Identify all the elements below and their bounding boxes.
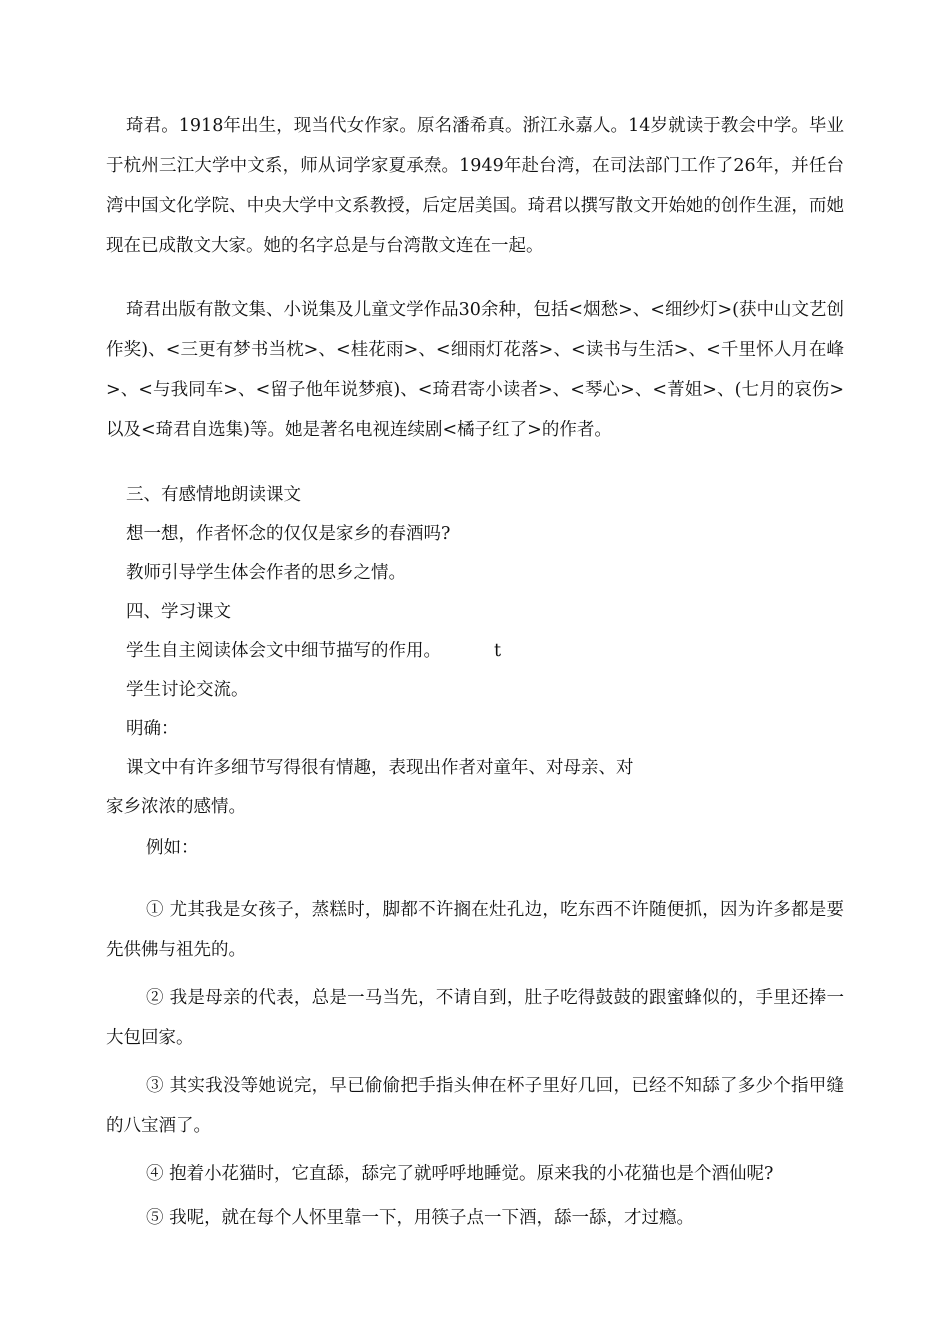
self-read-line: 学生自主阅读体会文中细节描写的作用。 [126, 641, 441, 661]
detail-description-line-1: 课文中有许多细节写得很有情趣，表现出作者对童年、对母亲、对 [126, 758, 634, 778]
section-heading-4: 四、学习课文 [126, 602, 231, 622]
example-label: 例如： [146, 838, 199, 858]
author-bio-paragraph: 琦君。1918年出生，现当代女作家。原名潘希真。浙江永嘉人。14岁就读于教会中学。毕业于杭州三江大学中文系，师从词学家夏承焘。1949年赴台湾，在司法部门工作了26年，并任台湾中国文化学院、中央大学中文系教授，后定居美国。琦君以撰写散文开始她的创作生涯，而她现在已成散文大家。她的名字总是与台湾散文连在一起。 [106, 116, 844, 256]
think-question: 想一想，作者怀念的仅仅是家乡的春酒吗? [126, 524, 451, 544]
example-1: ① 尤其我是女孩子，蒸糕时，脚都不许搁在灶孔边，吃东西不许随便抓，因为许多都是要先供佛与祖先的。 [106, 900, 844, 960]
clarify-label: 明确： [126, 719, 179, 739]
teacher-guide-line: 教师引导学生体会作者的思乡之情。 [126, 563, 406, 583]
works-paragraph: 琦君出版有散文集、小说集及儿童文学作品30余种，包括<烟愁>、<细纱灯>(获中山文艺创作奖)、<三更有梦书当枕>、<桂花雨>、<细雨灯花落>、<读书与生活>、<千里怀人月在峰>、<与我同车>、<留子他年说梦痕)、<琦君寄小读者>、<琴心>、<菁姐>、(七月的哀伤>以及<琦君自选集)等。她是著名电视连续剧<橘子红了>的作者。 [106, 300, 844, 440]
stray-mark: t [494, 641, 502, 661]
example-3: ③ 其实我没等她说完，早已偷偷把手指头伸在杯子里好几回，已经不知舔了多少个指甲缝的八宝酒了。 [106, 1076, 844, 1136]
detail-description-line-2: 家乡浓浓的感情。 [106, 797, 246, 817]
example-2: ② 我是母亲的代表，总是一马当先，不请自到，肚子吃得鼓鼓的跟蜜蜂似的，手里还捧一大包回家。 [106, 988, 844, 1048]
discuss-line: 学生讨论交流。 [126, 680, 249, 700]
example-5: ⑤ 我呢，就在每个人怀里靠一下，用筷子点一下酒，舔一舔，才过瘾。 [146, 1208, 695, 1228]
section-heading-3: 三、有感情地朗读课文 [126, 485, 301, 505]
example-4: ④ 抱着小花猫时，它直舔，舔完了就呼呼地睡觉。原来我的小花猫也是个酒仙呢? [146, 1164, 774, 1184]
